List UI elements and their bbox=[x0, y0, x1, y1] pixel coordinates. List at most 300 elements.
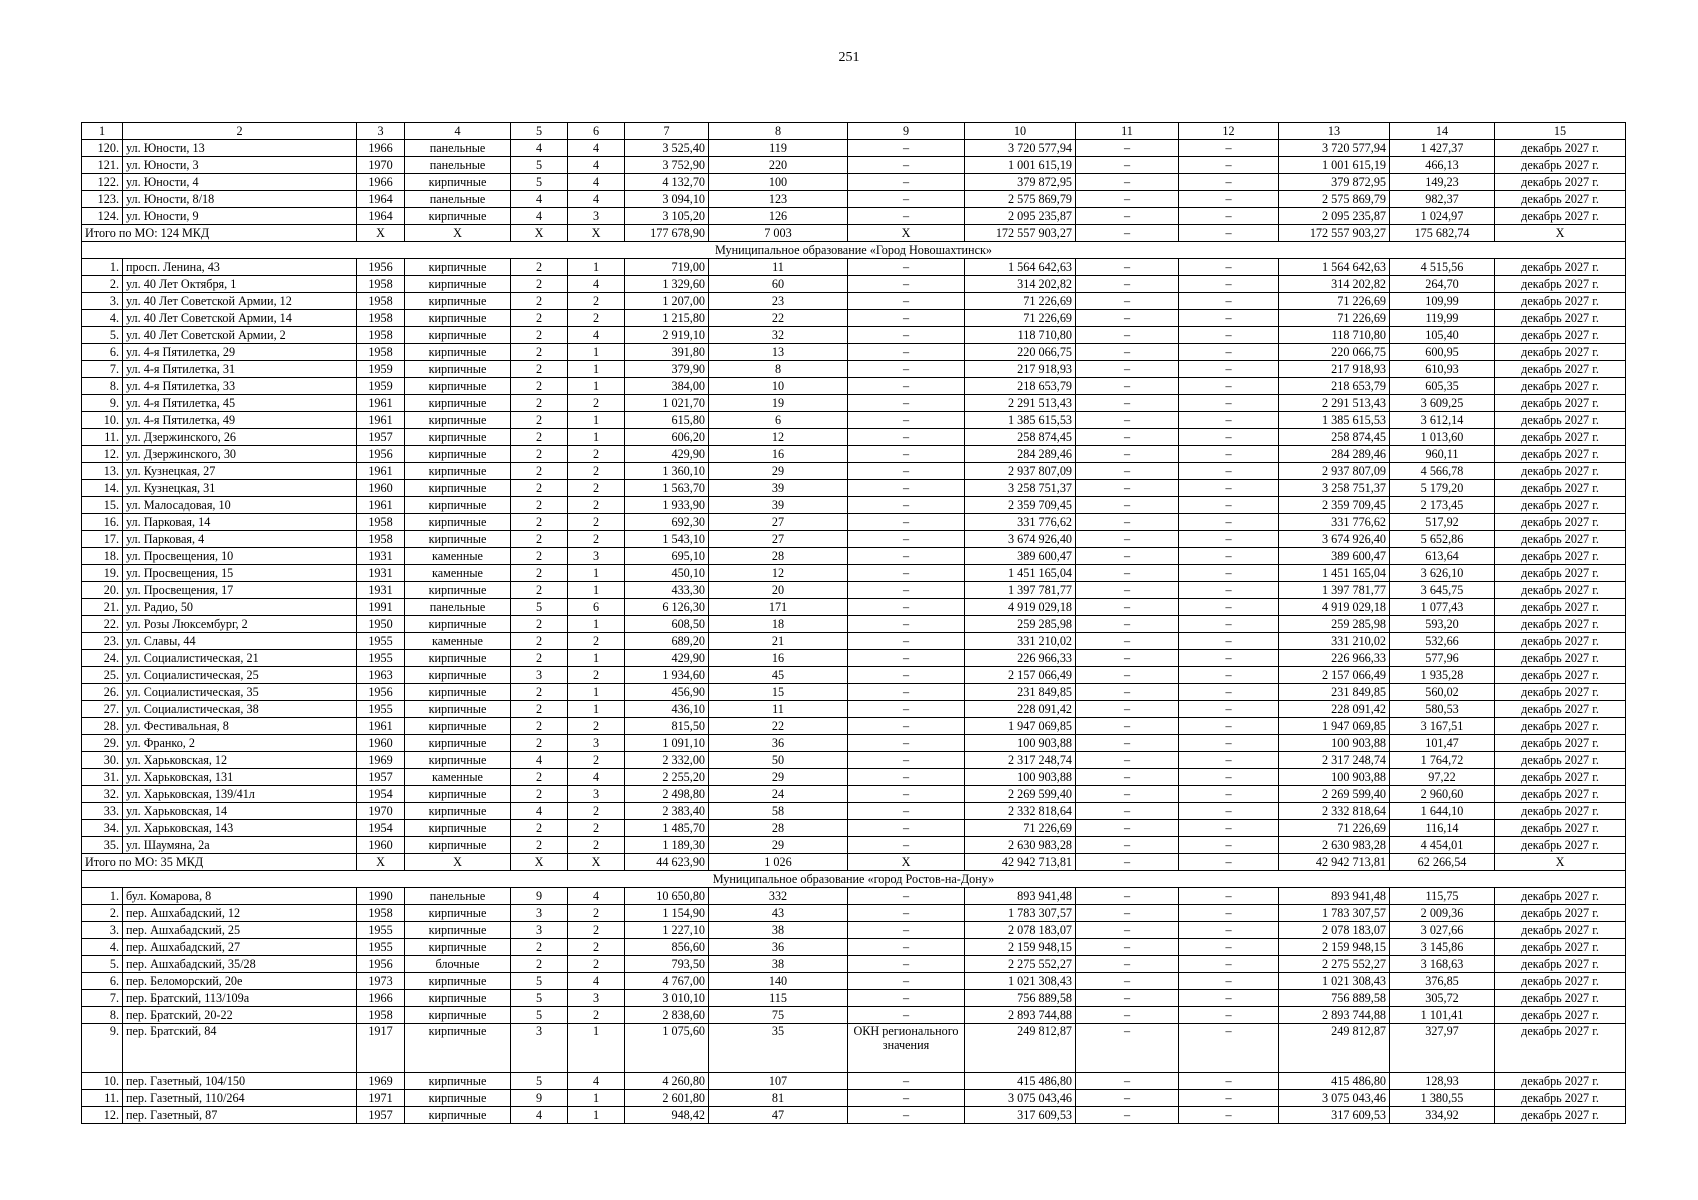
table-cell: 3. bbox=[82, 922, 123, 939]
table-cell: – bbox=[1179, 480, 1279, 497]
table-cell: 1957 bbox=[357, 429, 405, 446]
table-row bbox=[82, 1007, 1626, 1024]
table-cell: 258 874,45 bbox=[965, 429, 1076, 446]
table-cell: 1 bbox=[568, 378, 625, 395]
table-cell: декабрь 2027 г. bbox=[1495, 480, 1626, 497]
table-cell: 3. bbox=[82, 293, 123, 310]
table-cell: 7. bbox=[82, 990, 123, 1007]
table-cell: 10. bbox=[82, 1073, 123, 1090]
table-cell: 1969 bbox=[357, 1073, 405, 1090]
table-cell: кирпичные bbox=[405, 208, 511, 225]
table-cell: 2 bbox=[511, 956, 568, 973]
table-cell: 3 674 926,40 bbox=[965, 531, 1076, 548]
table-cell: – bbox=[1076, 633, 1179, 650]
table-cell: – bbox=[1179, 769, 1279, 786]
total-cell: X bbox=[568, 854, 625, 871]
table-cell: – bbox=[1179, 531, 1279, 548]
table-cell: 4 260,80 bbox=[625, 1073, 709, 1090]
table-cell: ул. Просвещения, 17 bbox=[123, 582, 357, 599]
table-cell: 305,72 bbox=[1390, 990, 1495, 1007]
table-cell: 1 644,10 bbox=[1390, 803, 1495, 820]
table-cell: 331 210,02 bbox=[1279, 633, 1390, 650]
table-cell: 1961 bbox=[357, 497, 405, 514]
table-cell: кирпичные bbox=[405, 1090, 511, 1107]
table-cell: – bbox=[1076, 769, 1179, 786]
table-cell: 100 bbox=[709, 174, 848, 191]
table-cell: – bbox=[1076, 463, 1179, 480]
table-cell: – bbox=[1179, 616, 1279, 633]
total-cell: 42 942 713,81 bbox=[1279, 854, 1390, 871]
table-cell: декабрь 2027 г. bbox=[1495, 939, 1626, 956]
table-row bbox=[82, 803, 1626, 820]
table-cell: – bbox=[1076, 157, 1179, 174]
table-cell: – bbox=[1179, 276, 1279, 293]
table-cell: 2 332 818,64 bbox=[1279, 803, 1390, 820]
table-cell: декабрь 2027 г. bbox=[1495, 446, 1626, 463]
table-cell: 3 bbox=[568, 735, 625, 752]
table-cell: 2 bbox=[511, 684, 568, 701]
table-cell: 12 bbox=[709, 565, 848, 582]
table-cell: 1 329,60 bbox=[625, 276, 709, 293]
table-cell: 1 934,60 bbox=[625, 667, 709, 684]
table-cell: 429,90 bbox=[625, 650, 709, 667]
table-cell: 116,14 bbox=[1390, 820, 1495, 837]
table-cell: 27 bbox=[709, 531, 848, 548]
table-cell: 26. bbox=[82, 684, 123, 701]
table-cell: декабрь 2027 г. bbox=[1495, 650, 1626, 667]
table-cell: – bbox=[848, 752, 965, 769]
table-cell: декабрь 2027 г. bbox=[1495, 616, 1626, 633]
table-cell: 19. bbox=[82, 565, 123, 582]
table-cell: – bbox=[848, 973, 965, 990]
table-cell: 1 021 308,43 bbox=[965, 973, 1076, 990]
table-cell: 2 bbox=[511, 718, 568, 735]
table-row bbox=[82, 429, 1626, 446]
table-cell: 689,20 bbox=[625, 633, 709, 650]
table-cell: 2 838,60 bbox=[625, 1007, 709, 1024]
table-cell: 1931 bbox=[357, 582, 405, 599]
table-cell: 1 bbox=[568, 616, 625, 633]
table-cell: 115 bbox=[709, 990, 848, 1007]
table-cell: 107 bbox=[709, 1073, 848, 1090]
table-cell: 2 332 818,64 bbox=[965, 803, 1076, 820]
table-cell: 1958 bbox=[357, 327, 405, 344]
table-cell: декабрь 2027 г. bbox=[1495, 820, 1626, 837]
table-cell: 39 bbox=[709, 497, 848, 514]
table-cell: блочные bbox=[405, 956, 511, 973]
table-cell: – bbox=[848, 378, 965, 395]
table-cell: кирпичные bbox=[405, 344, 511, 361]
table-cell: – bbox=[1076, 429, 1179, 446]
table-cell: 5 bbox=[511, 1073, 568, 1090]
section-title: Муниципальное образование «Город Новошахтинск» bbox=[82, 242, 1626, 259]
table-cell: 4 132,70 bbox=[625, 174, 709, 191]
table-cell: 29. bbox=[82, 735, 123, 752]
table-cell: 23. bbox=[82, 633, 123, 650]
table-cell: кирпичные bbox=[405, 327, 511, 344]
table-cell: – bbox=[1076, 616, 1179, 633]
table-cell: 105,40 bbox=[1390, 327, 1495, 344]
table-cell: – bbox=[1179, 1007, 1279, 1024]
table-cell: декабрь 2027 г. bbox=[1495, 497, 1626, 514]
table-cell: 16 bbox=[709, 446, 848, 463]
table-cell: 4 bbox=[511, 1107, 568, 1124]
table-cell: 22. bbox=[82, 616, 123, 633]
table-row bbox=[82, 820, 1626, 837]
total-cell: – bbox=[1179, 225, 1279, 242]
table-cell: 433,30 bbox=[625, 582, 709, 599]
table-cell: – bbox=[848, 293, 965, 310]
table-cell: – bbox=[848, 565, 965, 582]
table-cell: 4 bbox=[568, 327, 625, 344]
table-cell: 123. bbox=[82, 191, 123, 208]
table-cell: 415 486,80 bbox=[965, 1073, 1076, 1090]
table-cell: 3 626,10 bbox=[1390, 565, 1495, 582]
table-cell: 466,13 bbox=[1390, 157, 1495, 174]
table-cell: ул. Франко, 2 bbox=[123, 735, 357, 752]
table-cell: 2 291 513,43 bbox=[1279, 395, 1390, 412]
table-cell: 4 bbox=[568, 140, 625, 157]
table-cell: 4 454,01 bbox=[1390, 837, 1495, 854]
table-cell: декабрь 2027 г. bbox=[1495, 582, 1626, 599]
table-cell: – bbox=[848, 514, 965, 531]
page-number: 251 bbox=[838, 50, 860, 65]
table-cell: 11. bbox=[82, 429, 123, 446]
table-cell: 606,20 bbox=[625, 429, 709, 446]
table-cell: 1 001 615,19 bbox=[965, 157, 1076, 174]
total-label: Итого по МО: 124 МКД bbox=[82, 225, 357, 242]
table-cell: 29 bbox=[709, 463, 848, 480]
table-cell: декабрь 2027 г. bbox=[1495, 922, 1626, 939]
table-cell: 228 091,42 bbox=[965, 701, 1076, 718]
table-cell: 4 919 029,18 bbox=[1279, 599, 1390, 616]
header-cell: 14 bbox=[1390, 123, 1495, 140]
table-row bbox=[82, 1107, 1626, 1124]
table-cell: – bbox=[848, 344, 965, 361]
table-cell: – bbox=[848, 310, 965, 327]
table-cell: декабрь 2027 г. bbox=[1495, 531, 1626, 548]
table-cell: – bbox=[1179, 395, 1279, 412]
table-cell: 8. bbox=[82, 378, 123, 395]
table-cell: просп. Ленина, 43 bbox=[123, 259, 357, 276]
table-cell: 1966 bbox=[357, 140, 405, 157]
total-cell: 44 623,90 bbox=[625, 854, 709, 871]
table-cell: 39 bbox=[709, 480, 848, 497]
table-cell: 1 935,28 bbox=[1390, 667, 1495, 684]
table-cell: 1955 bbox=[357, 701, 405, 718]
table-cell: 2 173,45 bbox=[1390, 497, 1495, 514]
table-cell: 2 bbox=[568, 514, 625, 531]
table-cell: кирпичные bbox=[405, 276, 511, 293]
table-cell: кирпичные bbox=[405, 718, 511, 735]
table-cell: каменные bbox=[405, 565, 511, 582]
table-cell: – bbox=[1179, 497, 1279, 514]
table-cell: 756 889,58 bbox=[965, 990, 1076, 1007]
table-cell: 3 720 577,94 bbox=[965, 140, 1076, 157]
table-cell: – bbox=[1179, 786, 1279, 803]
table-cell: кирпичные bbox=[405, 446, 511, 463]
table-cell: 2 332,00 bbox=[625, 752, 709, 769]
table-cell: 38 bbox=[709, 922, 848, 939]
table-cell: 379 872,95 bbox=[1279, 174, 1390, 191]
table-cell: 5 bbox=[511, 990, 568, 1007]
table-cell: 1 077,43 bbox=[1390, 599, 1495, 616]
table-cell: – bbox=[1179, 820, 1279, 837]
table-cell: 6 126,30 bbox=[625, 599, 709, 616]
table-cell: 2 bbox=[568, 820, 625, 837]
total-cell: X bbox=[1495, 225, 1626, 242]
header-row bbox=[82, 123, 1626, 140]
header-cell: 7 bbox=[625, 123, 709, 140]
table-cell: – bbox=[1179, 752, 1279, 769]
table-cell: 5 179,20 bbox=[1390, 480, 1495, 497]
table-row bbox=[82, 531, 1626, 548]
table-cell: 119,99 bbox=[1390, 310, 1495, 327]
table-row bbox=[82, 412, 1626, 429]
table-cell: 1 bbox=[568, 684, 625, 701]
table-cell: 81 bbox=[709, 1090, 848, 1107]
table-cell: – bbox=[1076, 514, 1179, 531]
table-row bbox=[82, 667, 1626, 684]
table-cell: 35. bbox=[82, 837, 123, 854]
table-cell: 21 bbox=[709, 633, 848, 650]
table-cell: – bbox=[848, 820, 965, 837]
table-cell: 2 bbox=[511, 786, 568, 803]
table-cell: 2 937 807,09 bbox=[1279, 463, 1390, 480]
table-cell: – bbox=[1179, 565, 1279, 582]
table-cell: 5 bbox=[511, 157, 568, 174]
table-cell: декабрь 2027 г. bbox=[1495, 208, 1626, 225]
table-row bbox=[82, 174, 1626, 191]
table-cell: 2 575 869,79 bbox=[1279, 191, 1390, 208]
total-cell: X bbox=[405, 225, 511, 242]
table-cell: – bbox=[848, 259, 965, 276]
header-cell: 3 bbox=[357, 123, 405, 140]
table-cell: 615,80 bbox=[625, 412, 709, 429]
table-cell: пер. Ашхабадский, 27 bbox=[123, 939, 357, 956]
table-cell: 1 021,70 bbox=[625, 395, 709, 412]
table-row bbox=[82, 548, 1626, 565]
table-row bbox=[82, 497, 1626, 514]
table-cell: 517,92 bbox=[1390, 514, 1495, 531]
table-cell: ОКН регионального значения bbox=[848, 1024, 965, 1073]
table-cell: 1991 bbox=[357, 599, 405, 616]
table-cell: 1955 bbox=[357, 650, 405, 667]
table-cell: 2 919,10 bbox=[625, 327, 709, 344]
table-cell: 5 bbox=[511, 599, 568, 616]
table-cell: 120. bbox=[82, 140, 123, 157]
table-cell: 1 564 642,63 bbox=[965, 259, 1076, 276]
table-cell: 18. bbox=[82, 548, 123, 565]
table-cell: 2 359 709,45 bbox=[965, 497, 1076, 514]
table-cell: ул. Юности, 4 bbox=[123, 174, 357, 191]
table-cell: 2 630 983,28 bbox=[965, 837, 1076, 854]
table-cell: кирпичные bbox=[405, 531, 511, 548]
table-cell: пер. Братский, 20-22 bbox=[123, 1007, 357, 1024]
table-cell: 228 091,42 bbox=[1279, 701, 1390, 718]
table-cell: 3 bbox=[511, 1024, 568, 1073]
table-cell: 71 226,69 bbox=[965, 820, 1076, 837]
table-cell: кирпичные bbox=[405, 786, 511, 803]
table-cell: кирпичные bbox=[405, 735, 511, 752]
table-cell: 1 bbox=[568, 650, 625, 667]
table-cell: 1990 bbox=[357, 888, 405, 905]
table-cell: 36 bbox=[709, 735, 848, 752]
table-cell: 1960 bbox=[357, 735, 405, 752]
table-cell: – bbox=[1076, 191, 1179, 208]
table-cell: – bbox=[1179, 446, 1279, 463]
table-cell: 317 609,53 bbox=[965, 1107, 1076, 1124]
table-cell: 2 bbox=[511, 395, 568, 412]
table-cell: 600,95 bbox=[1390, 344, 1495, 361]
table-cell: ул. 4-я Пятилетка, 45 bbox=[123, 395, 357, 412]
table-cell: 1. bbox=[82, 888, 123, 905]
table-cell: – bbox=[1076, 412, 1179, 429]
table-cell: 2 317 248,74 bbox=[965, 752, 1076, 769]
table-cell: кирпичные bbox=[405, 752, 511, 769]
table-cell: 100 903,88 bbox=[1279, 769, 1390, 786]
table-cell: 259 285,98 bbox=[1279, 616, 1390, 633]
header-cell: 8 bbox=[709, 123, 848, 140]
table-body bbox=[82, 123, 1626, 1124]
table-cell: кирпичные bbox=[405, 582, 511, 599]
table-cell: 3 105,20 bbox=[625, 208, 709, 225]
table-cell: 2 291 513,43 bbox=[965, 395, 1076, 412]
table-cell: – bbox=[1076, 1007, 1179, 1024]
header-cell: 6 bbox=[568, 123, 625, 140]
table-cell: 4 767,00 bbox=[625, 973, 709, 990]
table-cell: ул. Юности, 8/18 bbox=[123, 191, 357, 208]
table-cell: 2 893 744,88 bbox=[965, 1007, 1076, 1024]
table-cell: ул. Кузнецкая, 27 bbox=[123, 463, 357, 480]
table-cell: – bbox=[1076, 310, 1179, 327]
table-cell: 3 609,25 bbox=[1390, 395, 1495, 412]
table-cell: декабрь 2027 г. bbox=[1495, 378, 1626, 395]
table-cell: 456,90 bbox=[625, 684, 709, 701]
total-cell: 172 557 903,27 bbox=[965, 225, 1076, 242]
table-cell: декабрь 2027 г. bbox=[1495, 514, 1626, 531]
table-cell: 2 bbox=[511, 412, 568, 429]
table-cell: 35 bbox=[709, 1024, 848, 1073]
table-cell: 9 bbox=[511, 1090, 568, 1107]
table-cell: – bbox=[1076, 1024, 1179, 1073]
table-cell: – bbox=[848, 191, 965, 208]
table-cell: ул. 4-я Пятилетка, 49 bbox=[123, 412, 357, 429]
total-row bbox=[82, 225, 1626, 242]
table-cell: 389 600,47 bbox=[965, 548, 1076, 565]
table-cell: – bbox=[1179, 701, 1279, 718]
table-cell: 3 027,66 bbox=[1390, 922, 1495, 939]
table-cell: 1954 bbox=[357, 820, 405, 837]
table-cell: 2 255,20 bbox=[625, 769, 709, 786]
table-cell: – bbox=[1179, 905, 1279, 922]
table-cell: ул. Харьковская, 139/41л bbox=[123, 786, 357, 803]
table-cell: 3 167,51 bbox=[1390, 718, 1495, 735]
table-cell: 1958 bbox=[357, 344, 405, 361]
table-cell: – bbox=[848, 208, 965, 225]
table-cell: кирпичные bbox=[405, 650, 511, 667]
table-cell: ул. 4-я Пятилетка, 31 bbox=[123, 361, 357, 378]
table-cell: 3 bbox=[568, 990, 625, 1007]
table-cell: декабрь 2027 г. bbox=[1495, 293, 1626, 310]
table-cell: 605,35 bbox=[1390, 378, 1495, 395]
table-cell: 2 bbox=[511, 361, 568, 378]
table-cell: декабрь 2027 г. bbox=[1495, 888, 1626, 905]
table-cell: 1 543,10 bbox=[625, 531, 709, 548]
table-cell: 1963 bbox=[357, 667, 405, 684]
table-cell: 1971 bbox=[357, 1090, 405, 1107]
table-cell: кирпичные bbox=[405, 497, 511, 514]
table-cell: 1 947 069,85 bbox=[1279, 718, 1390, 735]
table-cell: 2 157 066,49 bbox=[1279, 667, 1390, 684]
table-cell: – bbox=[848, 786, 965, 803]
total-cell: X bbox=[511, 854, 568, 871]
table-cell: – bbox=[848, 412, 965, 429]
table-cell: 4 919 029,18 bbox=[965, 599, 1076, 616]
table-cell: ул. Дзержинского, 26 bbox=[123, 429, 357, 446]
table-cell: – bbox=[1076, 684, 1179, 701]
table-cell: 1961 bbox=[357, 463, 405, 480]
table-cell: 1970 bbox=[357, 157, 405, 174]
table-cell: 2 095 235,87 bbox=[965, 208, 1076, 225]
table-cell: 45 bbox=[709, 667, 848, 684]
table-cell: – bbox=[1076, 480, 1179, 497]
table-cell: 2 bbox=[511, 497, 568, 514]
table-row bbox=[82, 361, 1626, 378]
table-cell: декабрь 2027 г. bbox=[1495, 667, 1626, 684]
table-row bbox=[82, 208, 1626, 225]
table-cell: панельные bbox=[405, 157, 511, 174]
table-cell: – bbox=[848, 769, 965, 786]
table-cell: 2 bbox=[568, 531, 625, 548]
table-cell: – bbox=[1179, 684, 1279, 701]
table-cell: 5. bbox=[82, 327, 123, 344]
table-cell: 2 359 709,45 bbox=[1279, 497, 1390, 514]
table-cell: ул. Просвещения, 15 bbox=[123, 565, 357, 582]
table-cell: 1950 bbox=[357, 616, 405, 633]
table-cell: – bbox=[848, 446, 965, 463]
table-cell: – bbox=[1076, 446, 1179, 463]
table-cell: 2 bbox=[568, 497, 625, 514]
table-cell: 1 783 307,57 bbox=[1279, 905, 1390, 922]
table-cell: 226 966,33 bbox=[1279, 650, 1390, 667]
table-cell: пер. Братский, 113/109а bbox=[123, 990, 357, 1007]
table-cell: декабрь 2027 г. bbox=[1495, 599, 1626, 616]
table-cell: – bbox=[1179, 378, 1279, 395]
total-cell: X bbox=[357, 225, 405, 242]
table-row bbox=[82, 480, 1626, 497]
table-cell: 1961 bbox=[357, 718, 405, 735]
table-row bbox=[82, 837, 1626, 854]
table-cell: 2 bbox=[511, 531, 568, 548]
housing-register-table bbox=[81, 122, 1626, 1124]
table-cell: 3 720 577,94 bbox=[1279, 140, 1390, 157]
table-row bbox=[82, 752, 1626, 769]
table-cell: 71 226,69 bbox=[965, 293, 1076, 310]
table-cell: – bbox=[848, 1107, 965, 1124]
table-cell: 3 145,86 bbox=[1390, 939, 1495, 956]
table-cell: кирпичные bbox=[405, 922, 511, 939]
table-row bbox=[82, 259, 1626, 276]
table-cell: 38 bbox=[709, 956, 848, 973]
table-cell: 2 bbox=[568, 446, 625, 463]
table-cell: 75 bbox=[709, 1007, 848, 1024]
table-cell: 1 783 307,57 bbox=[965, 905, 1076, 922]
table-cell: пер. Беломорский, 20е bbox=[123, 973, 357, 990]
table-cell: – bbox=[1076, 735, 1179, 752]
table-row bbox=[82, 310, 1626, 327]
table-cell: – bbox=[1179, 803, 1279, 820]
